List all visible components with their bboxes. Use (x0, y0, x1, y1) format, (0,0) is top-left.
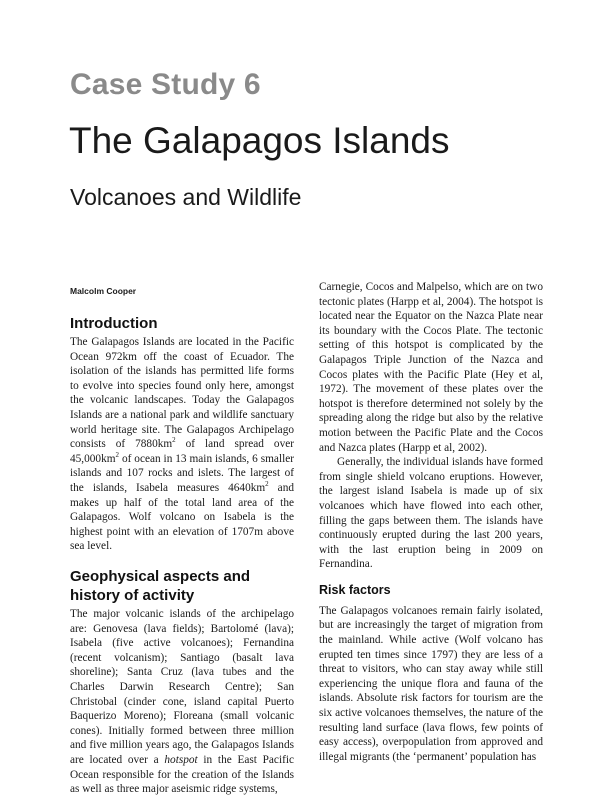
geo-italic-term: hotspot (164, 753, 198, 766)
intro-text-1: The Galapagos Islands are located in the Pacific Ocean 972km off the coast of Ecuador. The isolation of the islands has permitted life forms to evolve into species found only here, amongst the volcanic landscapes. Today the Galapagos Islands are a national park and wildlife sanctuary world heritage site. The Galapagos Archipelago consists of 7880km (70, 336, 294, 451)
geophysical-heading: Geophysical aspects and history of activity (70, 568, 251, 604)
author-name: Malcolm Cooper (70, 286, 137, 296)
geophysical-paragraph-1 (70, 607, 294, 797)
left-column (70, 280, 294, 797)
geophysical-paragraph-1-continued: Carnegie, Cocos and Malpelso, which are on two tectonic plates (Harpp et al, 2004). The hotspot is located near the Equator on the Nazca Plate near its boundary with the Cocos Plate. The tectonic setting of this hotspot is complicated by the Galapagos Triple Junction of the Nazca and Cocos plates with the Pacific Plate (Hey et al, 1972). The movement of these plates over the hotspot is therefore determined not solely by the spreading along the ridge but also by the relative motion between the Pacific Plate and the Cocos and Nazca plates (Harpp et al, 2002). (319, 281, 543, 454)
intro-text-3: of ocean in 13 main islands, 6 smaller islands and 107 rocks and islets. The largest of the islands, Isabela measures 4640km (70, 452, 294, 495)
page-title: The Galapagos Islands (69, 120, 450, 161)
geo-text-2: in the East Pacific Ocean responsible for the creation of the Islands as well as three major aseismic ridge systems, (70, 753, 294, 796)
intro-text-2: of land spread over 45,000km (70, 438, 294, 465)
risk-heading: Risk factors (319, 582, 391, 597)
right-column (319, 280, 543, 764)
risk-paragraph: The Galapagos volcanoes remain fairly isolated, but are increasingly the target of migration from the mainland. While active (Wolf volcano has erupted ten times since 1797) they are less of a threat to visitors, who can stay away while still experiencing the unique flora and fauna of the islands. Absolute risk factors for tourism are the six active volcanoes themselves, the nature of the resulting land surface (lava flows, few points of easy access), overpopulation from approved and illegal migrants (the ‘permanent’ population has (319, 604, 543, 763)
case-study-label: Case Study 6 (70, 68, 261, 101)
intro-sup-2: 2 (115, 451, 120, 460)
geophysical-paragraph-2: Generally, the individual islands have formed from single shield volcano eruptions. However, the largest island Isabela is made up of six volcanoes which have flowed into each other, filling the gaps between them. The islands have continuously erupted during the last 200 years, with the last eruption being in 2009 on Fernandina. (319, 456, 543, 571)
introduction-heading: Introduction (70, 314, 158, 332)
intro-sup-3: 2 (265, 480, 269, 489)
page-subtitle: Volcanoes and Wildlife (70, 184, 302, 210)
intro-sup-1: 2 (172, 436, 176, 445)
intro-text-4: and makes up half of the total land area of the Galapagos. Wolf volcano on Isabela is the highest point with an elevation of 1707m above sea level. (70, 482, 294, 553)
geo-text-1: The major volcanic islands of the archipelago are: Genovesa (lava fields); Bartolomé (lava); Isabela (five active volcanoes); Fernandina (recent volcanism); Santiago (basalt lava shoreline); Santa Cruz (lava tubes and the Charles Darwin Research Centre); San Christobal (cinder cone, island capital Puerto Baquerizo Moreno); Floreana (small volcanic cones). Initially formed between three million and five million years ago, the Galapagos Islands are located over a (70, 608, 294, 766)
introduction-paragraph (70, 335, 294, 554)
